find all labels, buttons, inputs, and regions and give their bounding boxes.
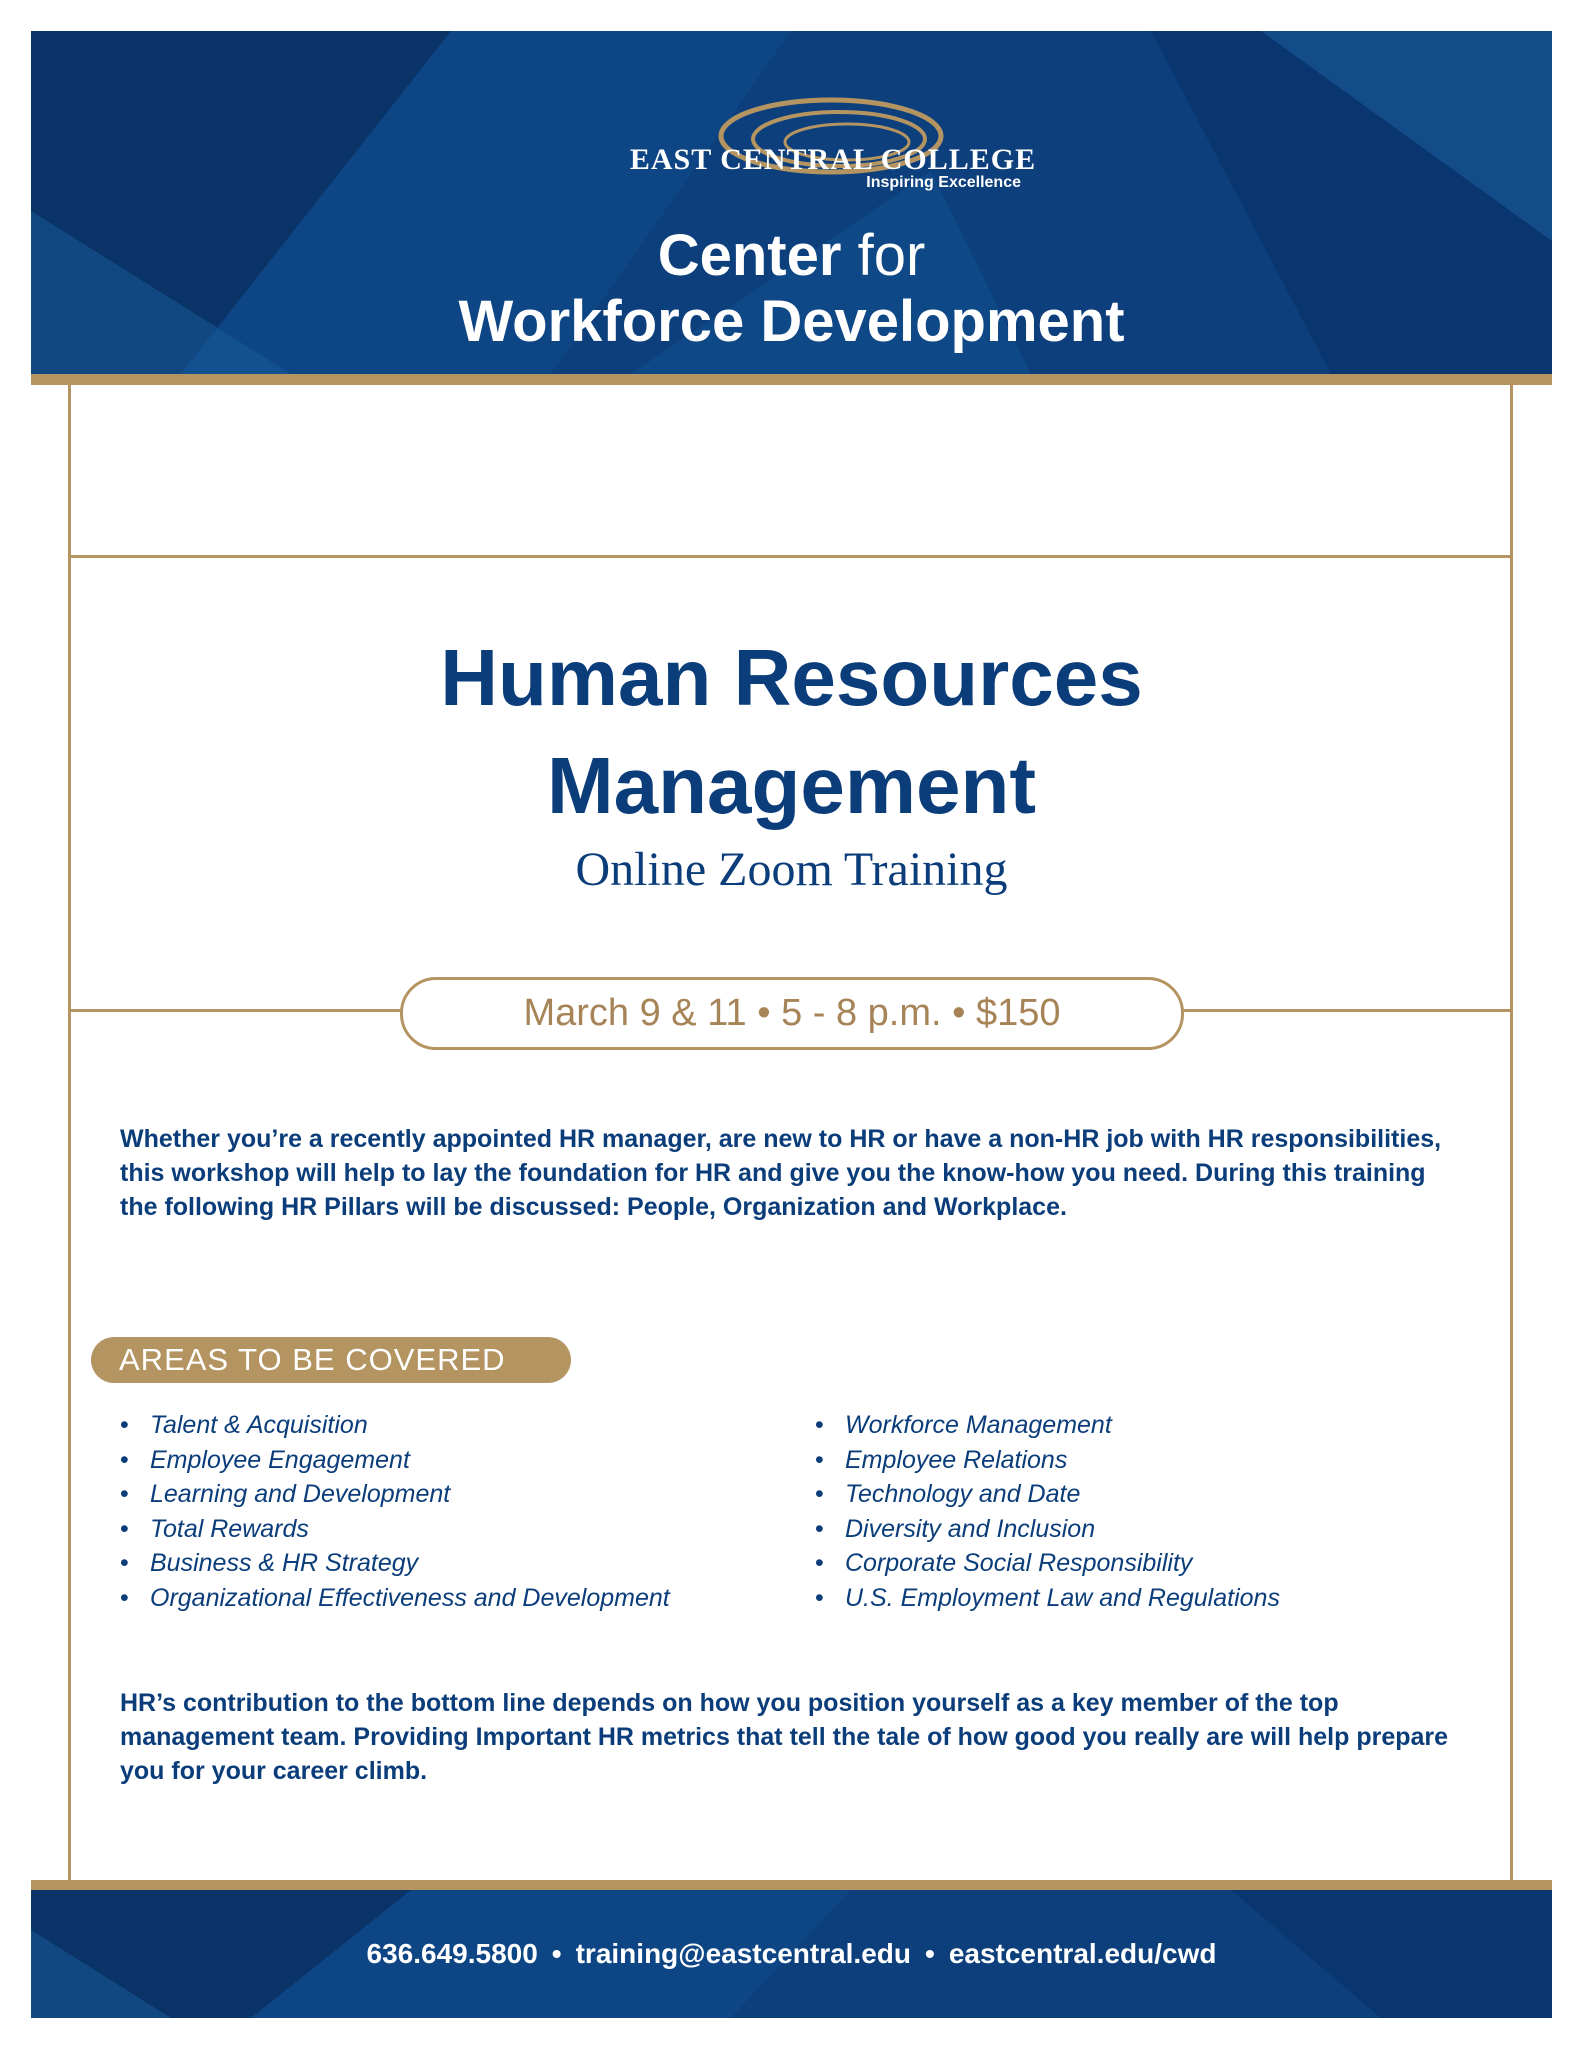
course-title-line2: Management [547, 741, 1036, 830]
header-gold-stripe [31, 374, 1552, 385]
list-item: • Organizational Effectiveness and Development [120, 1581, 670, 1616]
center-heading-line1 [31, 223, 1552, 289]
center-for-word: for [857, 223, 926, 288]
list-item: • Workforce Management [815, 1408, 1280, 1443]
frame-divider-top [68, 555, 1513, 558]
areas-covered-label: AREAS TO BE COVERED [91, 1337, 571, 1383]
footer-separator: • [925, 1938, 935, 1969]
list-item: • Diversity and Inclusion [815, 1512, 1280, 1547]
college-tagline: Inspiring Excellence [866, 174, 1021, 191]
list-item: • Total Rewards [120, 1512, 670, 1547]
center-heading-line2: Workforce Development [458, 289, 1125, 354]
college-name: EAST CENTRAL COLLEGE [629, 143, 1037, 176]
list-item: • Business & HR Strategy [120, 1546, 670, 1581]
intro-paragraph: Whether you’re a recently appointed HR manager, are new to HR or have a non-HR job with HR responsibilities, this workshop will help to lay the foundation for HR and give you the know-how you need. During this training the following HR Pillars will be discussed: People, Organization and Workplace. [120, 1125, 1442, 1221]
list-item: • Technology and Date [815, 1477, 1280, 1512]
footer-phone[interactable]: 636.649.5800 [366, 1938, 538, 1969]
footer-email-link[interactable]: training@eastcentral.edu [575, 1938, 911, 1969]
date-time-price-badge: March 9 & 11 • 5 - 8 p.m. • $150 [400, 977, 1184, 1050]
footer-website-link[interactable]: eastcentral.edu/cwd [948, 1938, 1217, 1969]
footer-banner [31, 1890, 1552, 2018]
list-item: • Employee Relations [815, 1443, 1280, 1478]
list-item: • Corporate Social Responsibility [815, 1546, 1280, 1581]
areas-list-right [815, 1408, 1280, 1616]
list-item: • Learning and Development [120, 1477, 670, 1512]
course-title-line1: Human Resources [440, 633, 1143, 722]
list-item: • Talent & Acquisition [120, 1408, 670, 1443]
closing-paragraph: HR’s contribution to the bottom line depends on how you position yourself as a key member of the top management team. Providing Important HR metrics that tell the tale of how good you really are will help prepare you for your career climb. [120, 1689, 1449, 1785]
college-logo [611, 91, 1051, 201]
footer-contact-info [31, 1890, 1552, 2018]
course-subtitle: Online Zoom Training [575, 843, 1008, 896]
areas-list-left [120, 1408, 670, 1616]
center-word: Center [657, 223, 842, 288]
frame-left-border [68, 385, 71, 1880]
list-item: • U.S. Employment Law and Regulations [815, 1581, 1280, 1616]
list-item: • Employee Engagement [120, 1443, 670, 1478]
footer-separator: • [551, 1938, 562, 1969]
header-banner [31, 31, 1552, 374]
footer-gold-stripe [31, 1880, 1552, 1890]
frame-right-border [1510, 385, 1513, 1880]
